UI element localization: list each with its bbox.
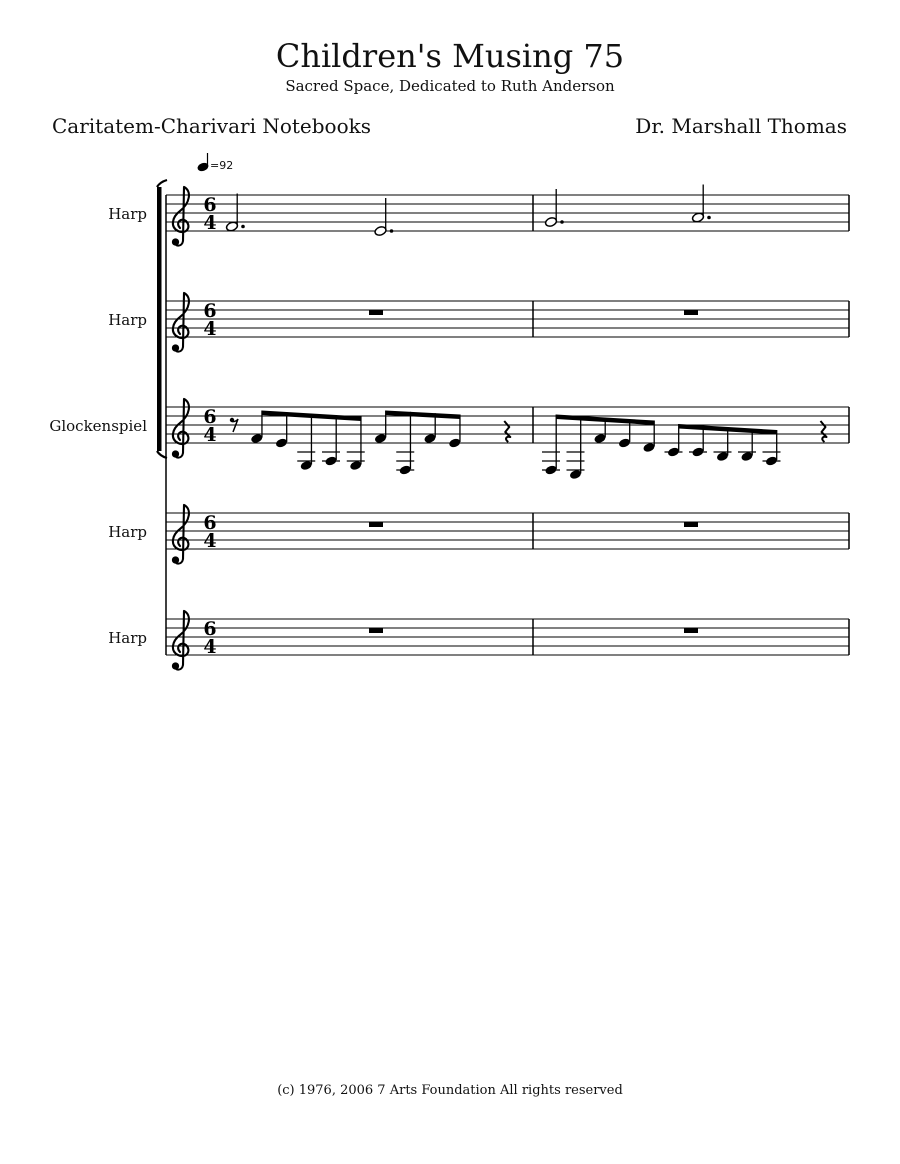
augmentation-dot bbox=[560, 220, 564, 224]
score-title: Children's Musing 75 bbox=[275, 37, 625, 75]
composer-name: Dr. Marshall Thomas bbox=[635, 114, 847, 138]
bracket-top-hook bbox=[157, 180, 167, 187]
measure-rest bbox=[684, 522, 698, 527]
treble-clef-icon bbox=[173, 505, 189, 564]
time-signature-numerator: 6 bbox=[203, 194, 217, 216]
tempo-marking: =92 bbox=[210, 159, 234, 172]
time-signature-numerator: 6 bbox=[203, 406, 217, 428]
instrument-label: Harp bbox=[108, 629, 147, 647]
time-signature-denominator: 4 bbox=[203, 212, 217, 234]
treble-clef-icon bbox=[173, 293, 189, 352]
system-bracket bbox=[157, 187, 162, 451]
copyright-notice: (c) 1976, 2006 7 Arts Foundation All rights reserved bbox=[277, 1083, 623, 1098]
tempo-quarter-note-icon bbox=[196, 153, 209, 173]
time-signature-numerator: 6 bbox=[203, 512, 217, 534]
measure-rest bbox=[369, 522, 383, 527]
time-signature-denominator: 4 bbox=[203, 636, 217, 658]
instrument-label: Glockenspiel bbox=[49, 417, 147, 435]
beam bbox=[386, 411, 460, 420]
score-subtitle: Sacred Space, Dedicated to Ruth Anderson bbox=[285, 77, 615, 95]
augmentation-dot bbox=[707, 216, 711, 220]
quarter-rest bbox=[821, 421, 827, 442]
instrument-label: Harp bbox=[108, 311, 147, 329]
treble-clef-icon bbox=[173, 399, 189, 458]
time-signature-numerator: 6 bbox=[203, 300, 217, 322]
collection-name: Caritatem-Charivari Notebooks bbox=[52, 114, 372, 138]
time-signature-denominator: 4 bbox=[203, 530, 217, 552]
augmentation-dot bbox=[390, 229, 394, 233]
measure-rest bbox=[369, 628, 383, 633]
time-signature-numerator: 6 bbox=[203, 618, 217, 640]
measure-rest bbox=[684, 628, 698, 633]
measure-rest bbox=[684, 310, 698, 315]
instrument-label: Harp bbox=[108, 523, 147, 541]
time-signature-denominator: 4 bbox=[203, 318, 217, 340]
quarter-rest bbox=[504, 421, 510, 442]
measure-rest bbox=[369, 310, 383, 315]
instrument-label: Harp bbox=[108, 205, 147, 223]
augmentation-dot bbox=[241, 225, 245, 229]
time-signature-denominator: 4 bbox=[203, 424, 217, 446]
treble-clef-icon bbox=[173, 611, 189, 670]
treble-clef-icon bbox=[173, 187, 189, 246]
